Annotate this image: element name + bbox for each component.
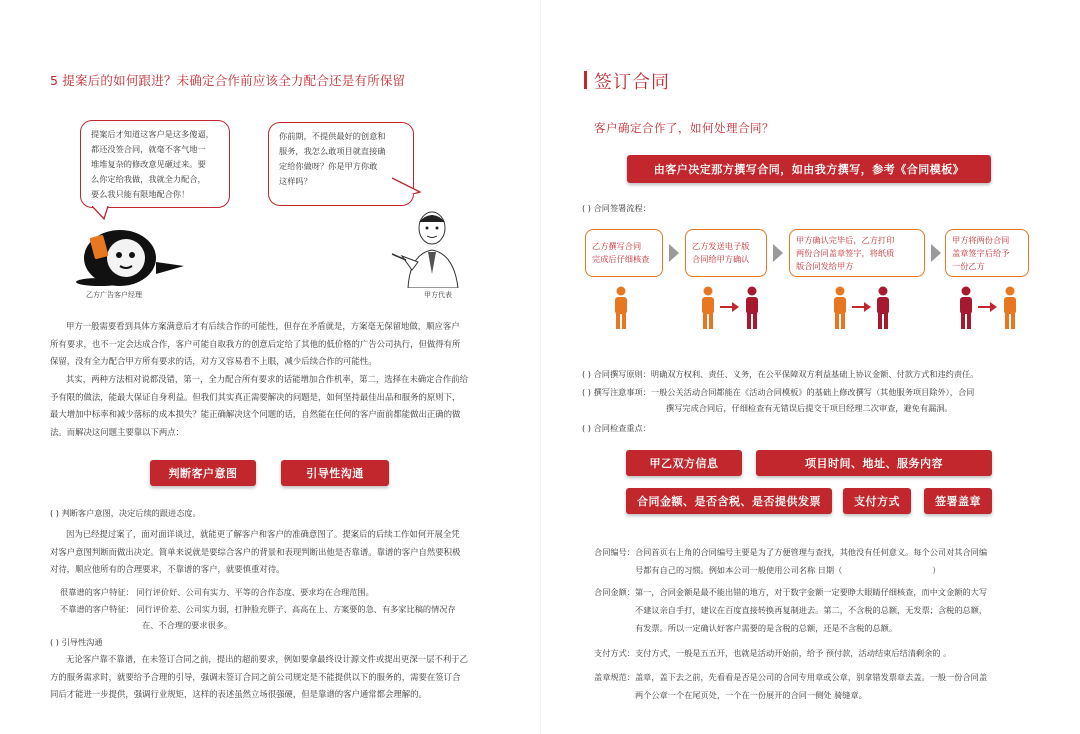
payment-label: 支付方式：	[594, 648, 635, 658]
text-line: 保留，没有全力配合甲方所有要求的话，对方又容易看不上眼，减少后续合作的可能性。	[50, 356, 377, 367]
right-page-title: 签订合同	[594, 72, 670, 93]
seal-text: 盖章，盖下去之前，先看看是否是公司的合同专用章或公章，别拿错发票章去盖。一般一份合同盖	[634, 672, 988, 682]
text-line: 法。而解决这问题主要靠以下两点：	[50, 426, 184, 437]
tag-party-info[interactable]: 甲乙双方信息	[626, 450, 742, 476]
party-a-person-icon	[744, 286, 760, 330]
arrow-right-icon	[978, 301, 998, 313]
principle-label: ( ) 合同撰写原则：	[582, 369, 651, 379]
flow-line: 版合同发给甲方	[796, 260, 854, 271]
flow-arrow	[931, 244, 941, 262]
text-line: 对待，顺应他所有的合理要求，不靠谱的客户，就要慎重对待。	[50, 564, 285, 575]
text-line: 方的服务需求时，就要给予合理的引导，强调未签订合同之前公司规定是不能提供以下的服务的，需要在签订合	[50, 671, 461, 682]
flow-arrow	[773, 244, 783, 262]
title-accent-bar	[584, 71, 587, 89]
note-text-cont: 撰写完成合同后，仔细检查有无错误后提交于项目经理二次审查，避免有漏洞。	[666, 403, 953, 413]
contract-number-label: 合同编号：	[594, 547, 635, 557]
flow-line: 乙方发送电子版	[692, 241, 750, 251]
speech-bubble-agency	[80, 120, 230, 208]
contract-amount-block	[594, 583, 1054, 637]
contract-amount-text: 第一，合同金额是最不能出错的地方，对于数字金额一定要睁大眼睛仔细核查，而中文金额的大写	[634, 587, 988, 597]
payment-block	[594, 645, 1054, 661]
bubble-line: 都还没签合同，就毫不客气地一	[91, 144, 206, 154]
flow-line: 完成后仔细核查	[592, 254, 650, 264]
contract-writer-banner[interactable]: 由客户决定那方撰写合同，如由我方撰写，参考《合同模板》	[627, 155, 991, 183]
text-line: 所有要求，也不一定会达成合作，客户可能自取我方的创意后定给了其他的低价格的广告公司执行，但做得有所	[50, 338, 461, 349]
note-row	[582, 384, 1052, 400]
flow-line: 甲方确认完毕后，乙方打印	[796, 234, 895, 245]
text-line: 予有限的做法，能最大保证自身利益。但我们其实真正需要解决的问题是，如何坚持最佳出品和服务的原则下，	[50, 391, 461, 402]
flow-step-2	[685, 229, 767, 277]
text-line: 同后才能进一步提供，强调行业规矩，这样的表述虽然立场很强硬，但是靠谱的客户通常都会理解的。	[50, 689, 427, 700]
flow-line: 一份乙方	[952, 260, 985, 271]
flow-line: 两份合同盖章签字，将纸质	[796, 247, 895, 258]
party-b-person-icon	[1002, 286, 1018, 330]
flow-line: 甲方将两份合同	[952, 234, 1010, 245]
contract-amount-text-3: 有发票。所以一定确认好客户需要的是含税的总额，还是不含税的总额。	[635, 623, 898, 633]
reliable-text: 同行评价好、公司有实力、平等的合作态度、要求均在合理范围。	[136, 587, 374, 597]
note-text: 一般公关活动合同都能在《活动合同模板》的基础上修改撰写（其他服务项目除外），合同	[650, 387, 975, 397]
flow-arrow	[669, 244, 679, 262]
seal-label: 盖章规范：	[594, 672, 635, 682]
contract-number-text-cont: 号都有自己的习惯。例如本公司一般使用公司名称 日期（	[635, 565, 843, 575]
flow-line: 合同给甲方确认	[692, 254, 750, 264]
text-line: 最大增加中标率和减少落标的成本损失？能正确解决这个问题的话，自然能在任何的客户面前都能做出正确的做	[50, 409, 461, 420]
bubble-line: 么你定给我做，我就全力配合，	[91, 174, 206, 184]
reliable-client-row	[60, 584, 374, 600]
bubble-line: 定给你做呀？你是甲方你敢	[279, 161, 378, 171]
paragraph-2	[50, 371, 502, 441]
seal-text-2: 两个公章一个在尾页处，一个在一份展开的合同一侧处 骑缝章。	[635, 690, 867, 700]
bubble-line: 提案后才知道这客户是这多傻逼，	[91, 129, 214, 139]
party-a-person-icon	[958, 286, 974, 330]
unreliable-text-cont: 在、不合理的要求很多。	[142, 620, 233, 630]
tag-project-time-address[interactable]: 项目时间、地址、服务内容	[756, 450, 992, 476]
caption-agency: 乙方广告客户经理	[86, 291, 142, 299]
bubble-tail-right	[392, 176, 422, 194]
paragraph-4	[50, 651, 502, 704]
tag-signature-seal[interactable]: 签署盖章	[924, 488, 992, 514]
arrow-right-icon	[720, 301, 740, 313]
arrow-right-icon	[852, 301, 872, 313]
party-b-person-icon	[832, 286, 848, 330]
flow-heading: ( ) 合同签署流程：	[582, 203, 651, 213]
bubble-line: 要么我只能有限地配合你！	[91, 189, 190, 199]
party-b-person-icon	[700, 286, 716, 330]
panda-meme-illustration	[70, 218, 190, 288]
reliable-label: 很靠谱的客户特征：	[60, 587, 134, 597]
unreliable-label: 不靠谱的客户特征：	[60, 604, 134, 614]
party-a-person-icon	[875, 286, 891, 330]
tag-payment-method[interactable]: 支付方式	[843, 488, 911, 514]
bubble-line: 服务，我怎么敢项目就直接确	[279, 146, 386, 156]
tag-contract-amount[interactable]: 合同金额、是否含税、是否提供发票	[626, 488, 832, 514]
principle-text: 明确双方权利、责任、义务，在公平保障双方利益基础上协议金额、付款方式和违约责任。	[650, 369, 979, 379]
bubble-line: 这样吗？	[279, 176, 312, 186]
paragraph-3	[50, 526, 502, 579]
payment-text: 支付方式，一般是五五开，也就是活动开始前，给予 预付款，活动结束后结清剩余的 。	[634, 648, 952, 658]
contract-number-close: ）	[932, 565, 941, 575]
text-line: 其实，两种方法相对说都没错，第一，全力配合所有要求的话能增加合作机率，第二，选择在未确定合作前给	[66, 374, 468, 384]
right-subtitle: 客户确定合作了，如何处理合同？	[594, 121, 774, 135]
unreliable-client-row	[60, 601, 456, 617]
contract-number-block	[594, 543, 1054, 579]
contract-number-text: 合同首页右上角的合同编号主要是为了方便管理与查找，其他没有任何意义。每个公司对其合同编	[634, 547, 988, 557]
note-label: ( ) 撰写注意事项：	[582, 387, 651, 397]
party-b-person-icon	[613, 286, 629, 330]
paragraph-1	[50, 318, 502, 371]
seal-block	[594, 668, 1054, 704]
judge-intent-button[interactable]: 判断客户意图	[150, 460, 256, 486]
contract-amount-label: 合同金额：	[594, 587, 635, 597]
flow-step-1	[585, 229, 663, 277]
unreliable-text: 同行评价差、公司实力弱，打肿脸充胖子、高高在上、方案要的急、有多家比稿的情况存	[136, 604, 456, 614]
right-page	[540, 0, 1080, 734]
flow-step-4	[945, 229, 1029, 277]
principle-row	[582, 366, 1052, 382]
bubble-line: 你前期，不提供最好的创意和	[279, 131, 386, 141]
check-heading: ( ) 合同检查重点：	[582, 423, 651, 433]
flow-line: 乙方撰写合同	[592, 241, 642, 251]
caption-client: 甲方代表	[424, 291, 452, 299]
client-meme-illustration	[388, 204, 468, 288]
section-heading-guide: ( ) 引导性沟通	[50, 637, 103, 647]
text-line: 因为已经提过案了，面对面详谈过，就能更了解客户和客户的准确意图了。提案后的后续工作如何开展全凭	[66, 529, 460, 539]
flow-line: 盖章签字后给予	[952, 247, 1010, 258]
text-line: 甲方一般需要看到具体方案满意后才有后续合作的可能性，但存在矛盾就是，方案毫无保留地做，顺应客户	[66, 321, 460, 331]
guided-communication-button[interactable]: 引导性沟通	[281, 460, 389, 486]
bubble-line: 堆堆复杂的修改意见砸过来。要	[91, 159, 206, 169]
section-heading-judge: ( ) 判断客户意图，决定后续的跟进态度。	[50, 508, 201, 518]
flow-step-3	[789, 229, 925, 277]
contract-amount-text-2: 不建议亲自手打，建议在百度直接转换再复制进去。第二，不含税的总额，无发票；含税的总额，	[635, 605, 988, 615]
text-line: 对客户意图判断而做出决定。简单来说就是要综合客户的背景和表现判断出他是否靠谱。靠谱的客户自然要积极	[50, 546, 461, 557]
question-title: 5 提案后的如何跟进？未确定合作前应该全力配合还是有所保留	[50, 73, 406, 88]
text-line: 无论客户靠不靠谱，在未签订合同之前，提出的超前要求，例如要拿最终设计源文件或提出更深一层不利于乙	[66, 654, 468, 664]
